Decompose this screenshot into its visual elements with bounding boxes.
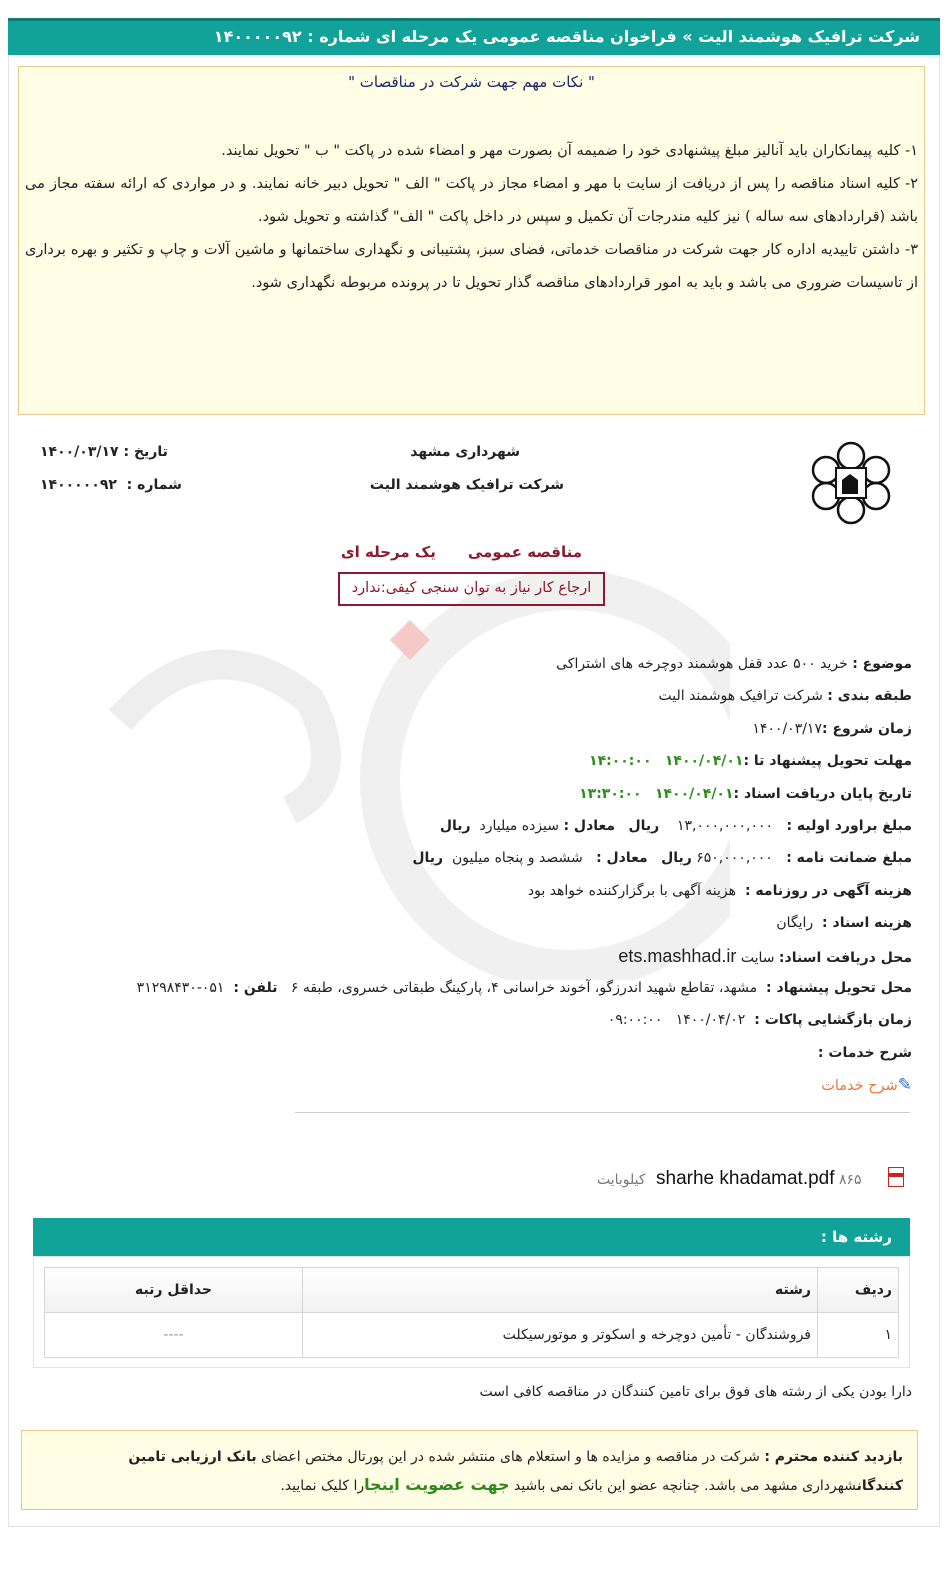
pencil-icon: ✎ bbox=[897, 1075, 912, 1096]
tender-type bbox=[341, 543, 582, 561]
visitor-text: شهرداری مشهد می باشد. چنانچه عضو این بانک نمی باشید bbox=[509, 1478, 857, 1494]
number-label: شماره : bbox=[126, 477, 182, 493]
doc-site-link[interactable]: ets.mashhad.ir bbox=[618, 945, 737, 966]
field-label: هزینه اسناد : bbox=[822, 915, 912, 932]
category-row bbox=[32, 680, 912, 712]
field-value: شرکت ترافیک هوشمند الیت bbox=[658, 688, 823, 705]
equiv-label: معادل : bbox=[596, 850, 648, 867]
doc-place-row bbox=[32, 940, 912, 972]
date-label: تاریخ : bbox=[123, 444, 168, 460]
deadline-row bbox=[32, 745, 912, 777]
phone-value: ۰۵۱-۳۱۲۹۸۴۳۰ bbox=[136, 979, 225, 996]
col-row-number: ردیف bbox=[818, 1268, 899, 1313]
note-item: ۱- کلیه پیمانکاران باید آنالیز مبلغ پیشنهادی خود را ضمیمه آن بصورت مهر و امضاء شده در پاکت " ب " تحویل نمایند. bbox=[221, 143, 918, 159]
cell-min-rank: ---- bbox=[45, 1313, 303, 1358]
currency: ریال bbox=[628, 817, 660, 834]
field-label: شرح خدمات : bbox=[817, 1044, 912, 1061]
visitor-text: را کلیک نمایید. bbox=[280, 1478, 365, 1494]
equiv-label: معادل : bbox=[563, 817, 616, 834]
field-label: محل دریافت اسناد: bbox=[778, 949, 912, 966]
tender-stage: یک مرحله ای bbox=[340, 543, 436, 561]
currency: ریال bbox=[661, 850, 692, 867]
supplier-bank-name: بانک ارزیابی تامین کنندگان bbox=[128, 1449, 903, 1494]
page-title-bar: شرکت ترافیک هوشمند الیت » فراخوان مناقصه عمومی یک مرحله ای شماره : ۱۴۰۰۰۰۰۹۲ bbox=[8, 18, 940, 55]
field-value: خرید ۵۰۰ عدد قفل هوشمند دوچرخه های اشتراکی bbox=[556, 656, 848, 672]
start-row bbox=[32, 713, 912, 745]
field-label: زمان بازگشایی پاکات : bbox=[754, 1012, 912, 1029]
estimate-row bbox=[32, 810, 912, 842]
note-item: ۲- کلیه اسناد مناقصه را پس از دریافت از سایت با مهر و امضاء مجاز در پاکت " الف " تحویل دبیر خانه نمایند. و در مواردی که ارائه سفته مجاز می باشد (قراردادهای سه ساله ) نیز کلیه مندرجات آن تکمیل و سپس در داخل پاکت " الف" گذاشته و تحویل شود. bbox=[25, 176, 918, 225]
field-label: مهلت تحویل پیشنهاد تا : bbox=[743, 753, 912, 770]
visitor-text: شرکت در مناقصه و مزایده ها و استعلام های منتشر شده در این پورتال مختص اعضای bbox=[256, 1449, 765, 1465]
fields-section-header: رشته ها : bbox=[33, 1218, 910, 1256]
col-min-rank: حداقل رتبه bbox=[45, 1268, 303, 1313]
cell-field: فروشندگان - تأمین دوچرخه و اسکوتر و موتورسیکلت bbox=[303, 1313, 818, 1358]
pdf-icon bbox=[888, 1167, 904, 1187]
field-label: طبقه بندی : bbox=[827, 688, 912, 705]
field-label: مبلغ براورد اولیه : bbox=[786, 817, 912, 834]
number-line bbox=[40, 477, 182, 493]
org-name: شهرداری مشهد bbox=[410, 444, 520, 460]
file-name-link[interactable]: sharhe khadamat.pdf bbox=[656, 1168, 835, 1189]
deadline-time: ۱۴:۰۰:۰۰ bbox=[589, 753, 652, 770]
field-value: ۱۴۰۰/۰۳/۱۷ bbox=[752, 720, 822, 737]
guarantee-row bbox=[32, 842, 912, 874]
docs-end-time: ۱۳:۳۰:۰۰ bbox=[579, 785, 642, 802]
guarantee-words: ششصد و پنجاه میلیون bbox=[452, 850, 583, 867]
delivery-row bbox=[32, 972, 912, 1004]
mashhad-municipality-logo bbox=[806, 438, 896, 528]
docs-end-date: ۱۴۰۰/۰۴/۰۱ bbox=[654, 785, 734, 802]
tender-type-label: مناقصه عمومی bbox=[467, 543, 582, 561]
estimate-value: ۱۳,۰۰۰,۰۰۰,۰۰۰ bbox=[677, 817, 774, 834]
company-name: شرکت ترافیک هوشمند الیت bbox=[369, 477, 564, 493]
join-link[interactable]: جهت عضویت اینجا bbox=[364, 1475, 510, 1494]
field-value: رایگان bbox=[776, 915, 814, 932]
opening-time: ۰۹:۰۰:۰۰ bbox=[607, 1012, 663, 1029]
estimate-words: سیزده میلیارد bbox=[479, 817, 559, 834]
subject-row bbox=[32, 648, 912, 680]
notes-title: " نکات مهم جهت شرکت در مناقصات " bbox=[348, 73, 595, 91]
file-size: ۸۶۵ bbox=[838, 1172, 862, 1188]
fields-table bbox=[44, 1267, 899, 1358]
field-label: موضوع : bbox=[852, 656, 912, 672]
divider bbox=[295, 1112, 910, 1113]
date-line bbox=[40, 444, 168, 460]
visitor-lead: بازدید کننده محترم : bbox=[764, 1449, 903, 1465]
attachment-file[interactable] bbox=[597, 1164, 904, 1195]
services-link[interactable] bbox=[32, 1069, 912, 1101]
cell-row-number: ۱ bbox=[818, 1313, 899, 1358]
field-label: زمان شروع : bbox=[821, 720, 912, 737]
field-label: مبلغ ضمانت نامه : bbox=[786, 850, 912, 867]
services-link-label[interactable]: شرح خدمات bbox=[821, 1078, 898, 1095]
opening-date: ۱۴۰۰/۰۴/۰۲ bbox=[675, 1012, 746, 1029]
col-field: رشته bbox=[303, 1268, 818, 1313]
visitor-notice bbox=[21, 1430, 918, 1510]
tender-details bbox=[32, 648, 912, 1101]
field-label: تاریخ پایان دریافت اسناد : bbox=[733, 785, 912, 802]
table-row bbox=[45, 1313, 899, 1358]
field-label: هزینه آگهی در روزنامه : bbox=[744, 882, 912, 899]
field-value: هزینه آگهی با برگزارکننده خواهد بود bbox=[527, 882, 737, 899]
opening-row bbox=[32, 1004, 912, 1036]
phone-label: تلفن : bbox=[233, 979, 278, 996]
docs-end-row bbox=[32, 778, 912, 810]
currency: ریال bbox=[412, 850, 444, 867]
doc-cost-row bbox=[32, 907, 912, 939]
quality-assessment-box: ارجاع کار نیاز به توان سنجی کیفی:ندارد bbox=[338, 572, 605, 606]
ad-cost-row bbox=[32, 875, 912, 907]
services-row bbox=[32, 1037, 912, 1069]
date-value: ۱۴۰۰/۰۳/۱۷ bbox=[40, 444, 119, 460]
guarantee-value: ۶۵۰,۰۰۰,۰۰۰ bbox=[696, 850, 773, 867]
fields-note: دارا بودن یکی از رشته های فوق برای تامین کنندگان در مناقصه کافی است bbox=[479, 1384, 912, 1400]
note-item: ۳- داشتن تاییدیه اداره کار جهت شرکت در مناقصات خدماتی، فضای سبز، پشتیبانی و نگهداری ساختمانها و ماشین آلات و چاپ و تکثیر و بهره برداری از تاسیسات ضروری می باشد و باید به امور قراردادهای مناقصه گذار تحویل تا در پرونده مربوطه نگهداری شود. bbox=[25, 242, 918, 291]
deadline-date: ۱۴۰۰/۰۴/۰۱ bbox=[664, 753, 744, 770]
field-value: مشهد، تقاطع شهید اندرزگو، آخوند خراسانی ۴، پارکینگ طبقاتی خسروی، طبقه ۶ bbox=[290, 979, 758, 996]
field-label: محل تحویل پیشنهاد : bbox=[766, 979, 912, 996]
currency: ریال bbox=[439, 817, 471, 834]
table-header-row bbox=[45, 1268, 899, 1313]
important-notes-box bbox=[18, 66, 925, 415]
number-value: ۱۴۰۰۰۰۰۹۲ bbox=[40, 477, 117, 493]
file-size-unit: کیلوبایت bbox=[597, 1172, 646, 1188]
field-value: سایت bbox=[740, 949, 775, 966]
